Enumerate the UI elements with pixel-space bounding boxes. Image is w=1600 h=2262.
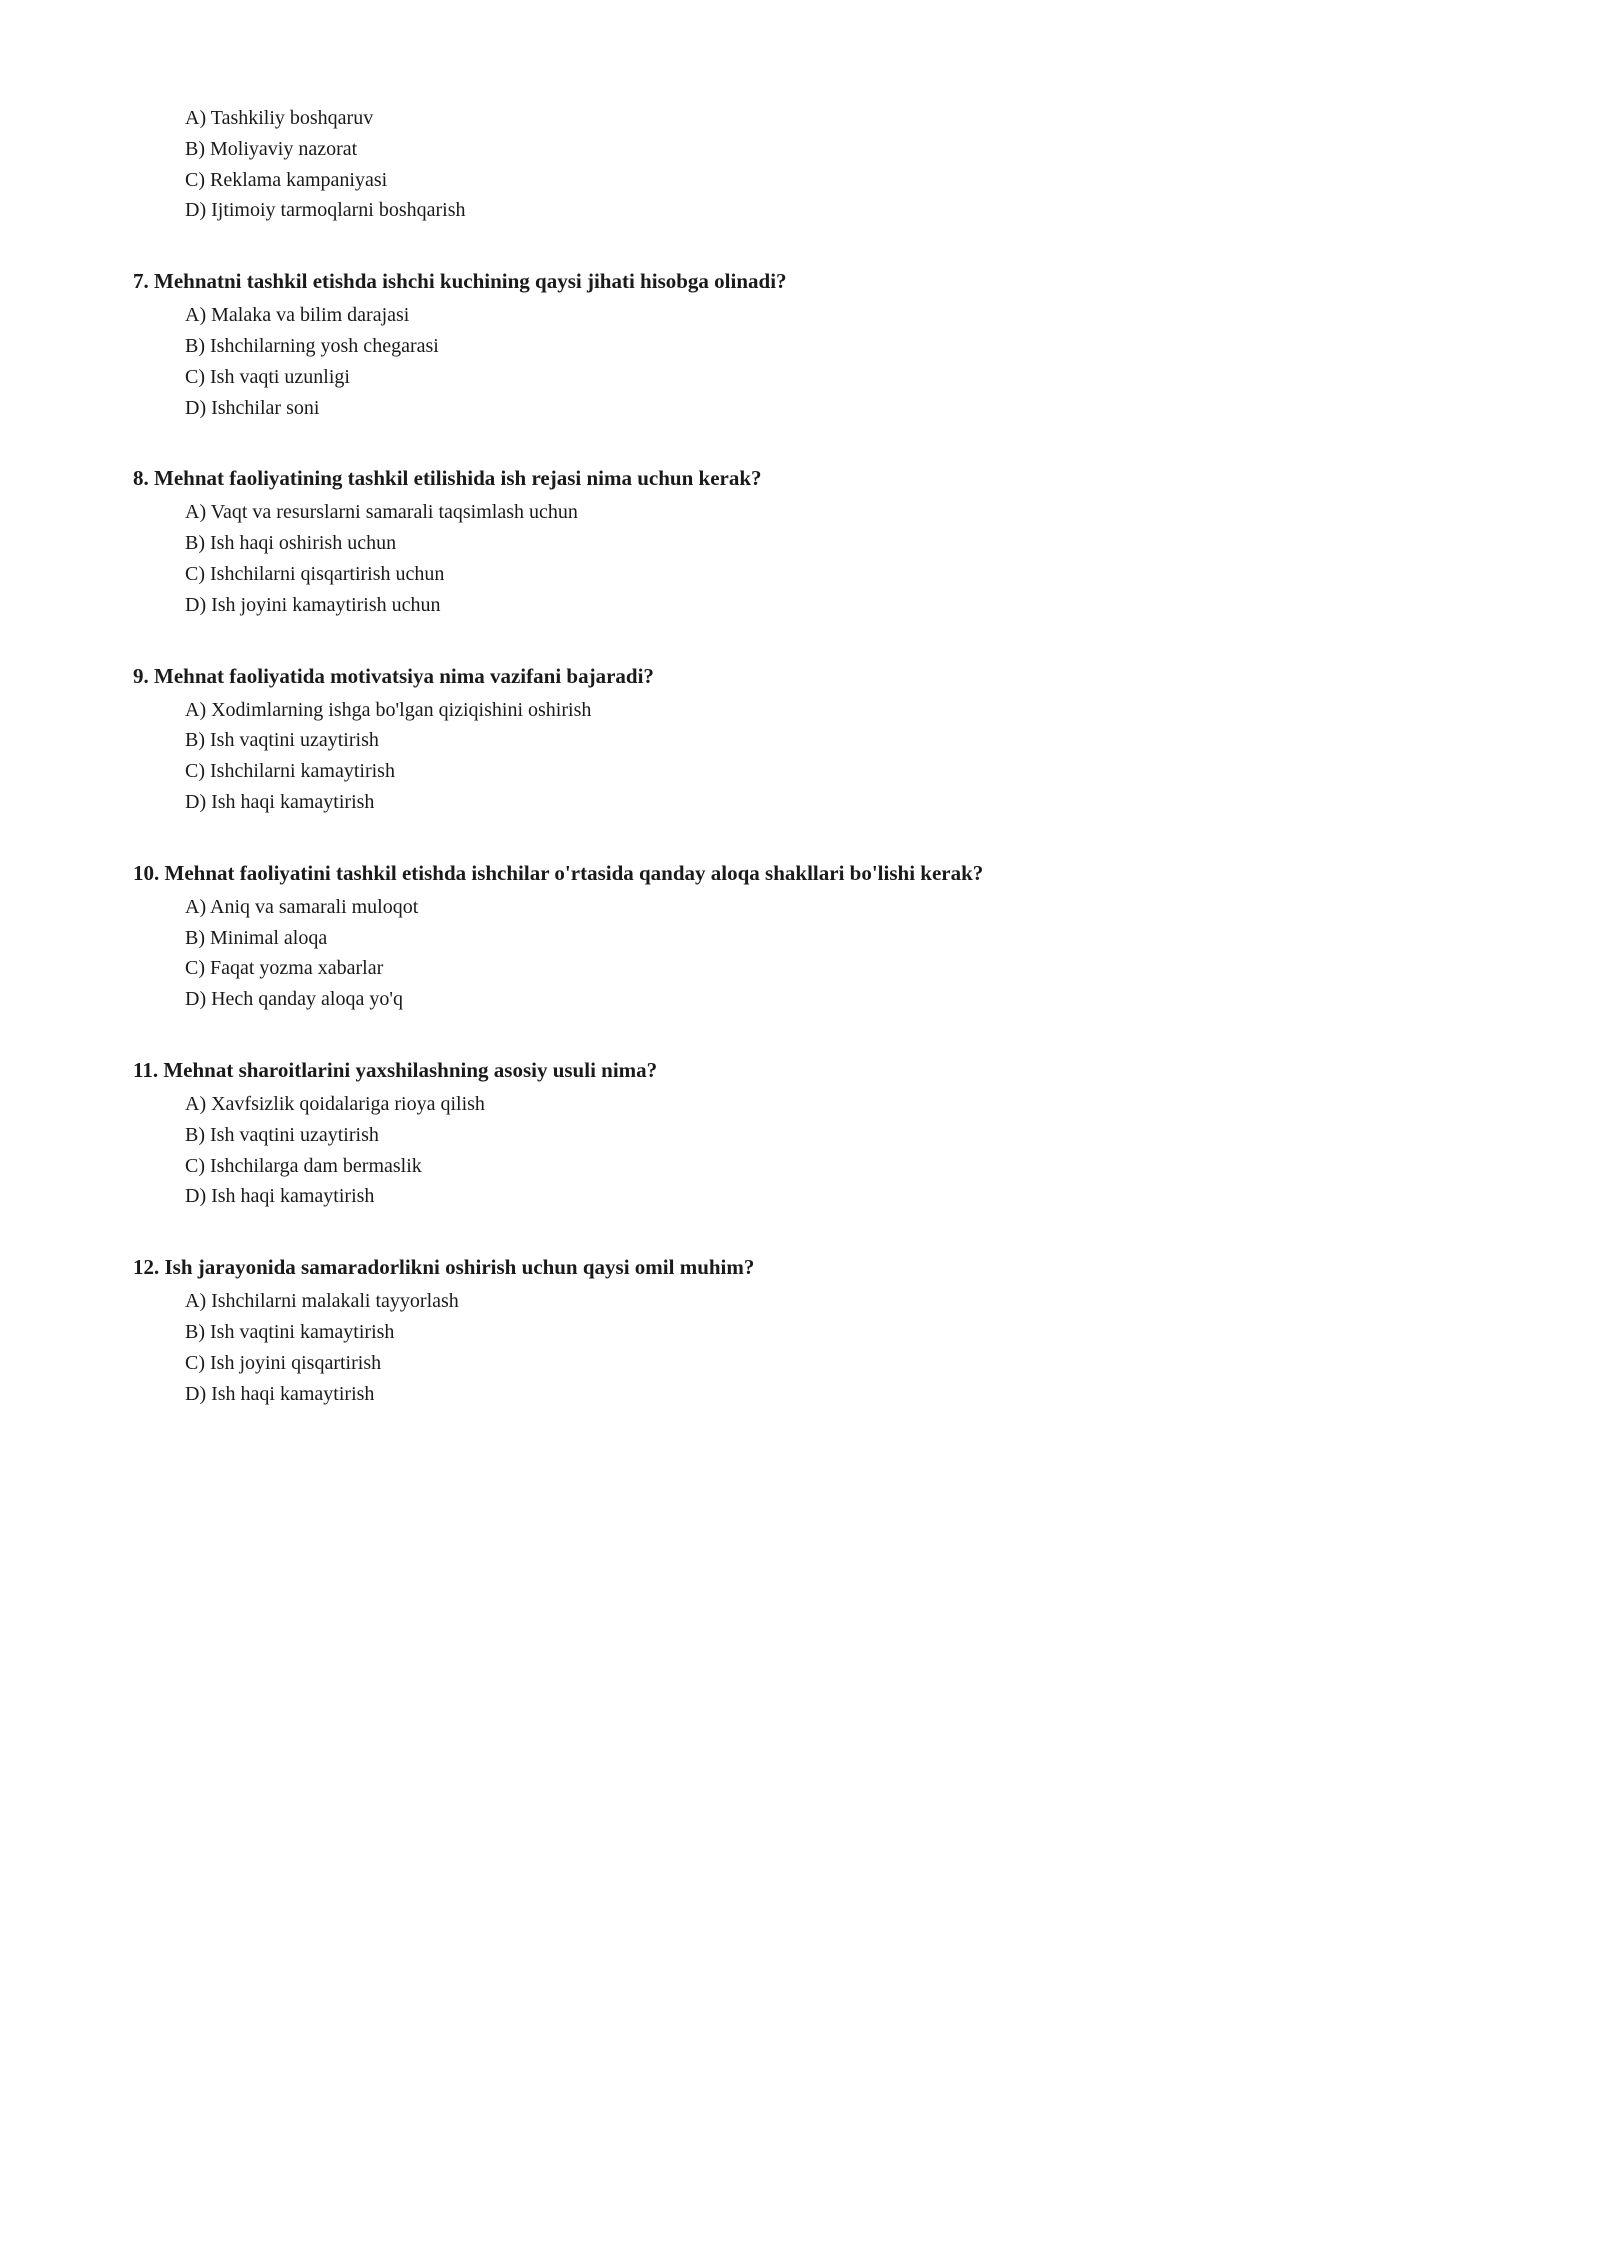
option-a: A) Aniq va samarali muloqot <box>185 895 419 918</box>
option-d: D) Hech qanday aloqa yo'q <box>185 988 403 1011</box>
option-d: D) Ish haqi kamaytirish <box>185 790 375 813</box>
option-d: D) Ish haqi kamaytirish <box>185 1185 375 1208</box>
question-block-9 <box>133 662 1028 818</box>
option-c: C) Ishchilarni qisqartirish uchun <box>185 562 445 585</box>
question-block-10 <box>133 859 1028 1015</box>
question-text: 10. Mehnat faoliyatini tashkil etishda ishchilar o'rtasida qanday aloqa shakllari bo'lishi kerak? <box>133 860 984 885</box>
option-d: D) Ishchilar soni <box>185 396 320 419</box>
option-c: C) Ishchilarni kamaytirish <box>185 760 395 783</box>
question-block-8 <box>133 464 1028 620</box>
option-b: B) Ish haqi oshirish uchun <box>185 532 397 555</box>
option-c: C) Ishchilarga dam bermaslik <box>185 1154 422 1177</box>
question-text: 12. Ish jarayonida samaradorlikni oshirish uchun qaysi omil muhim? <box>133 1255 755 1280</box>
option-a: A) Malaka va bilim darajasi <box>185 304 410 327</box>
option-d: D) Ish joyini kamaytirish uchun <box>185 593 441 616</box>
option-b: B) Ishchilarning yosh chegarasi <box>185 334 439 357</box>
document-page <box>133 103 1028 1409</box>
option-d: D) Ish haqi kamaytirish <box>185 1382 375 1405</box>
option-a: A) Tashkiliy boshqaruv <box>185 107 374 129</box>
option-b: B) Ish vaqtini uzaytirish <box>185 1123 379 1146</box>
option-b: B) Ish vaqtini kamaytirish <box>185 1320 395 1343</box>
option-c: C) Ish vaqti uzunligi <box>185 365 350 388</box>
option-b: B) Minimal aloqa <box>185 926 328 949</box>
options-list <box>133 103 1028 226</box>
option-a: A) Ishchilarni malakali tayyorlash <box>185 1290 459 1313</box>
options-list <box>133 892 1028 1015</box>
option-b: B) Ish vaqtini uzaytirish <box>185 729 379 752</box>
question-text: 11. Mehnat sharoitlarini yaxshilashning asosiy usuli nima? <box>133 1057 658 1082</box>
question-block-12 <box>133 1253 1028 1409</box>
option-c: C) Reklama kampaniyasi <box>185 168 388 191</box>
option-d: D) Ijtimoiy tarmoqlarni boshqarish <box>185 199 466 222</box>
question-block-11 <box>133 1056 1028 1212</box>
options-list <box>133 1286 1028 1409</box>
question-text: 8. Mehnat faoliyatining tashkil etilishida ish rejasi nima uchun kerak? <box>133 466 762 491</box>
option-a: A) Xavfsizlik qoidalariga rioya qilish <box>185 1092 485 1115</box>
question-block-6-continued <box>133 103 1028 226</box>
option-a: A) Vaqt va resurslarni samarali taqsimlash uchun <box>185 501 578 524</box>
question-text: 7. Mehnatni tashkil etishda ishchi kuchining qaysi jihati hisobga olinadi? <box>133 269 787 294</box>
options-list <box>133 300 1028 423</box>
question-text: 9. Mehnat faoliyatida motivatsiya nima vazifani bajaradi? <box>133 663 654 688</box>
option-c: C) Ish joyini qisqartirish <box>185 1351 382 1374</box>
question-block-7 <box>133 267 1028 423</box>
options-list <box>133 497 1028 620</box>
option-c: C) Faqat yozma xabarlar <box>185 957 384 980</box>
option-b: B) Moliyaviy nazorat <box>185 137 358 160</box>
option-a: A) Xodimlarning ishga bo'lgan qiziqishini oshirish <box>185 698 592 721</box>
options-list <box>133 695 1028 818</box>
options-list <box>133 1089 1028 1212</box>
